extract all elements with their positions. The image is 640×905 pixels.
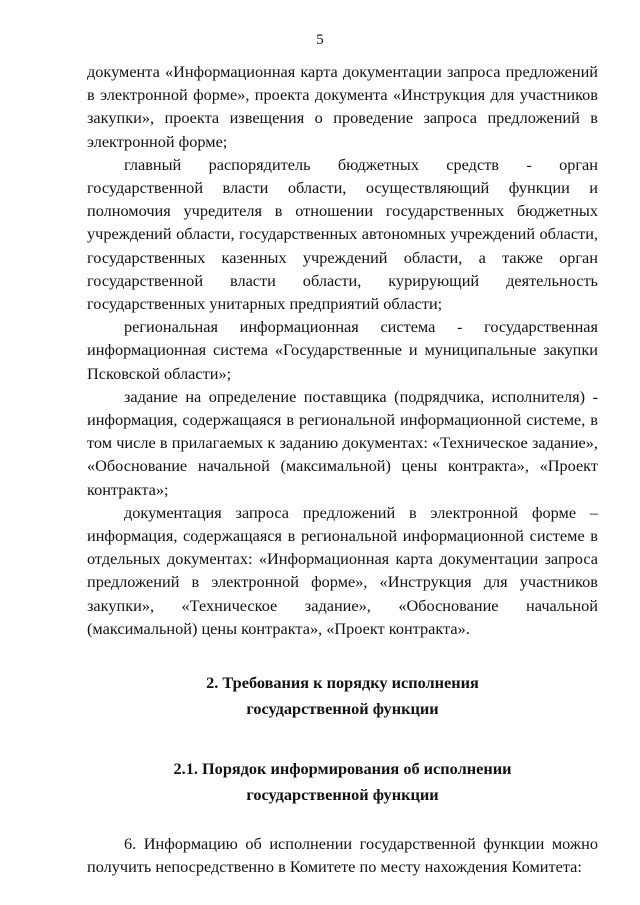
subsection-heading-line1: 2.1. Порядок информирования об исполнении: [173, 759, 512, 779]
section-heading-line2: государственной функции: [246, 699, 439, 719]
paragraph-definition-budget-manager: главный распорядитель бюджетных средств - орган государственной власти области, осуществляющий функции и полномочия учредителя в отношении государственных бюджетных учреждений области, государственных автономных учреждений области, государственных казенных учреждений области, а также орган государственной власти области, курирующий деятельность государственных унитарных предприятий области;: [87, 154, 598, 314]
paragraph-item-6: 6. Информацию об исполнении государственной функции можно получить непосредственно в Комитете по месту нахождения Комитета:: [87, 834, 598, 877]
subsection-heading-line2: государственной функции: [246, 785, 439, 805]
paragraph-definition-supplier-task: задание на определение поставщика (подрядчика, исполнителя) - информация, содержащаяся в региональной информационной системе, в том числе в прилагаемых к заданию документах: «Техническое задание», «Обоснование начальной (максимальной) цены контракта», «Проект контракта»;: [87, 386, 598, 499]
section-heading: [87, 670, 598, 722]
page-number: 5: [316, 32, 324, 48]
document-body: [87, 60, 598, 878]
paragraph-definition-documentation: документация запроса предложений в электронной форме – информация, содержащаяся в региональной информационной системе в отдельных документах: «Информационная карта документации запроса предложений в электронной форме», «Инструкция для участников закупки», «Техническое задание», «Обоснование начальной (максимальной) цены контракта», «Проект контракта».: [87, 502, 598, 638]
subsection-heading: [87, 756, 598, 808]
paragraph-definition-regional-system: региональная информационная система - государственная информационная система «Государственные и муниципальные закупки Псковской области»;: [87, 317, 598, 383]
paragraph-continuation: документа «Информационная карта документации запроса предложений в электронной форме», проекта документа «Инструкция для участников закупки», проекта извещения о проведение запроса предложений в электронной форме;: [87, 62, 598, 151]
section-heading-line1: 2. Требования к порядку исполнения: [206, 673, 479, 693]
